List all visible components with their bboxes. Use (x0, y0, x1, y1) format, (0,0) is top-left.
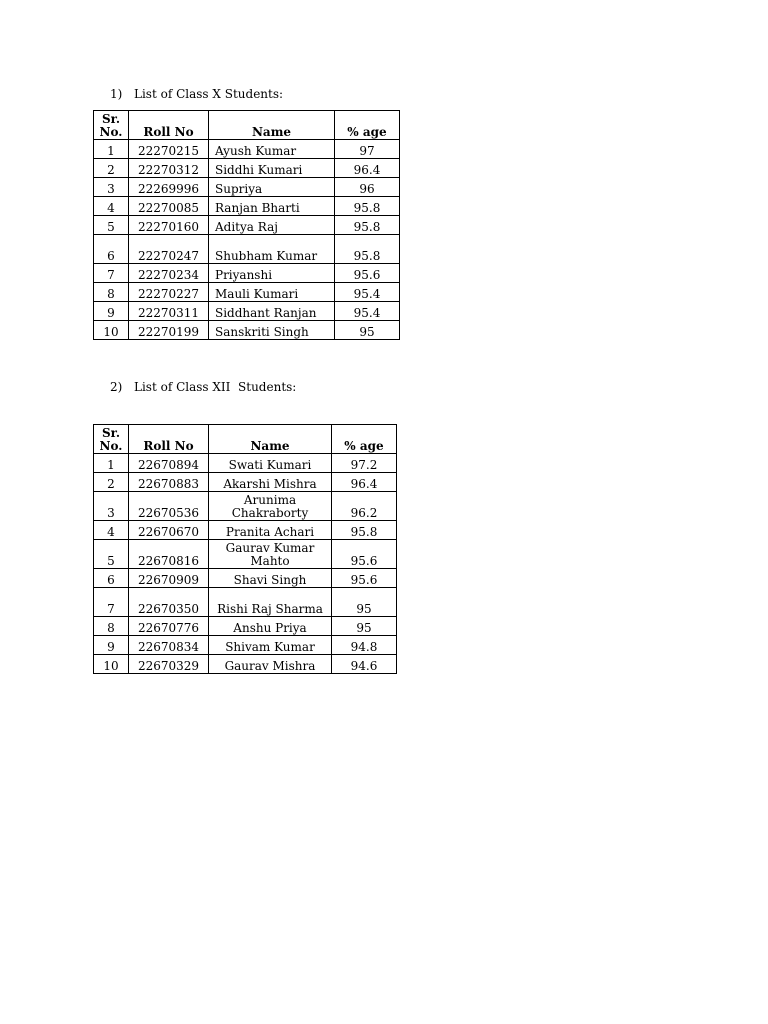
table-row (94, 521, 397, 540)
cell-name: Aditya Raj (209, 216, 335, 235)
cell-roll-no: 22270311 (129, 302, 209, 321)
cell-name: Gaurav Mishra (209, 655, 332, 674)
cell-name: Shivam Kumar (209, 636, 332, 655)
cell-roll-no: 22270227 (129, 283, 209, 302)
class-xii-table-body (94, 454, 397, 674)
col-header-sr: Sr. No. (94, 425, 129, 454)
table-row (94, 216, 400, 235)
cell-percentage: 97.2 (332, 454, 397, 473)
cell-name: Siddhi Kumari (209, 159, 335, 178)
cell-roll-no: 22270247 (129, 235, 209, 264)
cell-percentage: 95.6 (332, 569, 397, 588)
cell-roll-no: 22670816 (129, 540, 209, 569)
col-header-pct: % age (332, 425, 397, 454)
cell-sr: 5 (94, 216, 129, 235)
cell-roll-no: 22270312 (129, 159, 209, 178)
table-row (94, 264, 400, 283)
cell-roll-no: 22270215 (129, 140, 209, 159)
cell-sr: 7 (94, 588, 129, 617)
cell-roll-no: 22270234 (129, 264, 209, 283)
cell-sr: 2 (94, 159, 129, 178)
cell-sr: 10 (94, 321, 129, 340)
section2-title: List of Class XII Students: (134, 380, 297, 394)
table-row (94, 283, 400, 302)
cell-percentage: 95.6 (335, 264, 400, 283)
cell-percentage: 95.8 (335, 216, 400, 235)
cell-roll-no: 22670350 (129, 588, 209, 617)
section1-title: List of Class X Students: (134, 87, 284, 101)
cell-percentage: 96.2 (332, 492, 397, 521)
cell-name: Arunima Chakraborty (209, 492, 332, 521)
table-row (94, 588, 397, 617)
cell-sr: 4 (94, 521, 129, 540)
table-row (94, 492, 397, 521)
cell-roll-no: 22670670 (129, 521, 209, 540)
cell-percentage: 95.4 (335, 302, 400, 321)
cell-sr: 5 (94, 540, 129, 569)
cell-percentage: 95 (332, 588, 397, 617)
cell-name: Siddhant Ranjan (209, 302, 335, 321)
cell-sr: 1 (94, 454, 129, 473)
cell-percentage: 95 (335, 321, 400, 340)
cell-sr: 8 (94, 617, 129, 636)
cell-percentage: 96.4 (332, 473, 397, 492)
col-header-roll: Roll No (129, 111, 209, 140)
cell-sr: 6 (94, 235, 129, 264)
cell-sr: 7 (94, 264, 129, 283)
section1-number: 1) (110, 87, 123, 101)
table-row (94, 655, 397, 674)
table-row (94, 321, 400, 340)
cell-sr: 1 (94, 140, 129, 159)
col-header-sr: Sr. No. (94, 111, 129, 140)
cell-sr: 9 (94, 302, 129, 321)
cell-roll-no: 22670329 (129, 655, 209, 674)
cell-name: Pranita Achari (209, 521, 332, 540)
section2-number: 2) (110, 380, 123, 394)
cell-sr: 9 (94, 636, 129, 655)
table-row (94, 636, 397, 655)
section1-heading (110, 87, 283, 101)
table-row (94, 197, 400, 216)
cell-name: Sanskriti Singh (209, 321, 335, 340)
table-header-row (94, 111, 400, 140)
cell-roll-no: 22670536 (129, 492, 209, 521)
cell-percentage: 95.8 (332, 521, 397, 540)
cell-percentage: 95.8 (335, 197, 400, 216)
cell-roll-no: 22269996 (129, 178, 209, 197)
class-x-table (93, 110, 400, 340)
cell-sr: 3 (94, 178, 129, 197)
cell-percentage: 94.8 (332, 636, 397, 655)
cell-name: Anshu Priya (209, 617, 332, 636)
cell-percentage: 94.6 (332, 655, 397, 674)
table-row (94, 302, 400, 321)
cell-name: Akarshi Mishra (209, 473, 332, 492)
cell-sr: 6 (94, 569, 129, 588)
cell-percentage: 95.6 (332, 540, 397, 569)
cell-name: Gaurav Kumar Mahto (209, 540, 332, 569)
cell-roll-no: 22270160 (129, 216, 209, 235)
table-row (94, 235, 400, 264)
cell-name: Mauli Kumari (209, 283, 335, 302)
table-row (94, 140, 400, 159)
cell-roll-no: 22670894 (129, 454, 209, 473)
cell-percentage: 95 (332, 617, 397, 636)
cell-name: Shubham Kumar (209, 235, 335, 264)
table-row (94, 178, 400, 197)
table-row (94, 540, 397, 569)
cell-name: Rishi Raj Sharma (209, 588, 332, 617)
cell-sr: 2 (94, 473, 129, 492)
table-row (94, 617, 397, 636)
cell-name: Shavi Singh (209, 569, 332, 588)
col-header-name: Name (209, 425, 332, 454)
table-header-row (94, 425, 397, 454)
cell-sr: 8 (94, 283, 129, 302)
class-x-table-body (94, 140, 400, 340)
cell-roll-no: 22670883 (129, 473, 209, 492)
cell-sr: 4 (94, 197, 129, 216)
cell-sr: 3 (94, 492, 129, 521)
cell-sr: 10 (94, 655, 129, 674)
col-header-roll: Roll No (129, 425, 209, 454)
cell-name: Priyanshi (209, 264, 335, 283)
cell-roll-no: 22670834 (129, 636, 209, 655)
cell-name: Supriya (209, 178, 335, 197)
cell-roll-no: 22270085 (129, 197, 209, 216)
table-row (94, 159, 400, 178)
table-row (94, 473, 397, 492)
table-row (94, 569, 397, 588)
section2-heading (110, 380, 296, 394)
cell-name: Ranjan Bharti (209, 197, 335, 216)
cell-percentage: 96.4 (335, 159, 400, 178)
cell-name: Swati Kumari (209, 454, 332, 473)
cell-percentage: 97 (335, 140, 400, 159)
cell-roll-no: 22270199 (129, 321, 209, 340)
cell-roll-no: 22670776 (129, 617, 209, 636)
col-header-name: Name (209, 111, 335, 140)
cell-percentage: 95.4 (335, 283, 400, 302)
cell-roll-no: 22670909 (129, 569, 209, 588)
cell-percentage: 96 (335, 178, 400, 197)
table-row (94, 454, 397, 473)
cell-percentage: 95.8 (335, 235, 400, 264)
class-xii-table (93, 424, 397, 674)
cell-name: Ayush Kumar (209, 140, 335, 159)
col-header-pct: % age (335, 111, 400, 140)
